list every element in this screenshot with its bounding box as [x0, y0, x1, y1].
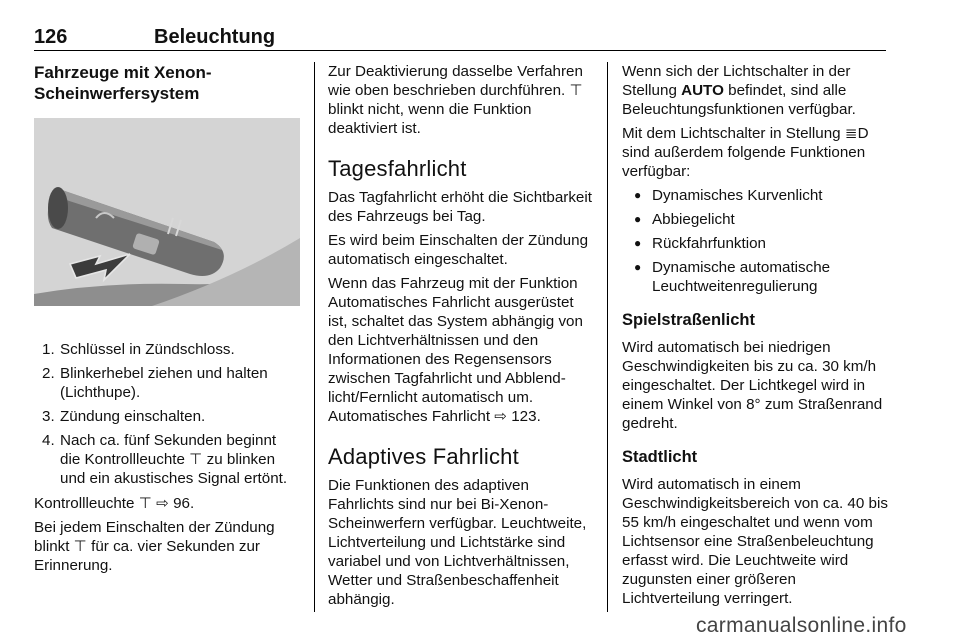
list-item: ● Rückfahrfunktion	[634, 235, 766, 252]
paragraph: Das Tagfahrlicht erhöht die Sichtbarkeit des Fahrzeugs bei Tag.	[328, 189, 592, 225]
steps-list	[34, 340, 300, 488]
paragraph-indicator-ref: Kontrollleuchte ⊤ ⇨ 96.	[34, 495, 195, 512]
section-heading-spielstrassenlicht: Spielstraßenlicht	[622, 311, 755, 329]
column-divider	[607, 62, 608, 612]
auto-label: AUTO	[681, 82, 724, 99]
page-number: 126	[34, 26, 68, 48]
list-item: ● Dynamisches Kurvenlicht	[634, 187, 823, 204]
watermark: carmanualsonline.info	[696, 614, 907, 637]
section-heading-tagesfahrlicht: Tagesfahrlicht	[328, 156, 467, 181]
list-item: 4. Nach ca. fünf Sekunden beginnt die Kontrollleuchte ⊤ zu blinken und ein akustisches Signal ertönt.	[42, 432, 288, 487]
paragraph-reminder: Bei jedem Einschalten der Zündung blinkt ⊤ für ca. vier Sekunden zur Erinnerung.	[34, 519, 275, 574]
section-heading-xenon: Fahrzeuge mit Xenon-Scheinwerfersystem	[34, 63, 212, 103]
column-divider	[314, 62, 315, 612]
paragraph: Wird automatisch in einem Geschwindigkeitsbereich von ca. 40 bis 55 km/h eingeschaltet und wenn vom Lichtsensor eine Straßenbeleuchtung erfasst wird. Die Leuchtweite wird zugunsten einer größeren Lichtverteilung verringert.	[622, 476, 888, 607]
list-item: 3. Zündung einschalten.	[42, 408, 206, 425]
lever-illustration	[34, 118, 300, 306]
list-item: 2. Blinkerhebel ziehen und halten (Lichthupe).	[42, 365, 268, 401]
paragraph: Mit dem Lichtschalter in Stellung ≣D sind außerdem folgende Funktionen verfügbar:	[622, 125, 869, 180]
paragraph: Wird automatisch bei niedrigen Geschwindigkeiten bis zu ca. 30 km/h eingeschaltet. Der Lichtkegel wird in einem Winkel von 8° zum Straßenrand gedreht.	[622, 339, 883, 432]
chapter-title: Beleuchtung	[154, 26, 276, 48]
list-item: ● Dynamische automatische Leuchtweitenregulierung	[634, 259, 831, 295]
page-header	[34, 22, 886, 52]
list-item: 1. Schlüssel in Zündschloss.	[42, 341, 235, 358]
paragraph: Die Funktionen des adaptiven Fahrlichts sind nur bei Bi-Xenon-Scheinwerfern verfügbar. Leuchtweite, Lichtverteilung und Lichtstärke sind variabel und von Lichtverhältnissen, Wetter und Straßenbeschaffenheit abhängig.	[328, 477, 587, 608]
column-3	[622, 62, 888, 613]
column-1	[34, 62, 300, 580]
section-heading-stadtlicht: Stadtlicht	[622, 448, 698, 466]
column-2	[328, 62, 592, 614]
paragraph: Es wird beim Einschalten der Zündung automatisch eingeschaltet.	[328, 232, 589, 268]
section-heading-adaptives-fahrlicht: Adaptives Fahrlicht	[328, 444, 519, 469]
paragraph-deactivation: Zur Deaktivierung dasselbe Verfahren wie oben beschrieben durchführen. ⊤ blinkt nicht, wenn die Funktion deaktiviert ist.	[328, 63, 583, 137]
bullet-list	[622, 186, 888, 296]
paragraph-auto: Wenn sich der Lichtschalter in der Stellung AUTO befindet, sind alle Beleuchtungsfunktionen verfügbar.	[622, 63, 856, 118]
paragraph: Wenn das Fahrzeug mit der Funktion Automatisches Fahrlicht ausgerüstet ist, schaltet das System abhängig von den Lichtverhältnissen und den Informationen des Regensensors zwischen Tagfahrlicht und Abblend-licht/Fernlicht automatisch um. Automatisches Fahrlicht ⇨ 123.	[328, 275, 583, 425]
header-rule	[34, 50, 886, 51]
list-item: ● Abbiegelicht	[634, 211, 735, 228]
